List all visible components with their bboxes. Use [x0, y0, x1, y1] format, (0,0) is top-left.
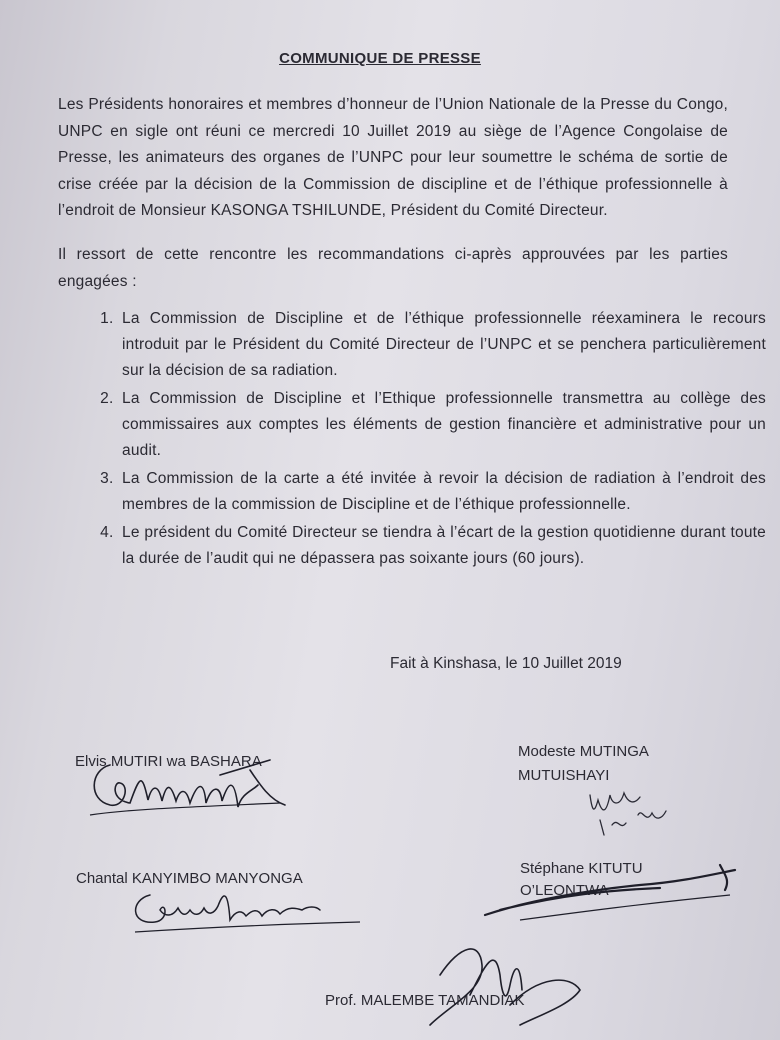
signatory-name-5: Prof. MALEMBE TAMANDIAK	[325, 992, 525, 1009]
place-and-date: Fait à Kinshasa, le 10 Juillet 2019	[390, 655, 622, 672]
signature-4	[480, 860, 750, 930]
signature-1	[70, 745, 300, 825]
recommendations-lead: Il ressort de cette rencontre les recommandations ci-après approuvées par les parties engagées :	[58, 246, 728, 290]
signatory-name-4: Stéphane KITUTU O’LEONTWA	[520, 860, 643, 899]
recommendation-item: 3. La Commission de la carte a été invitée à revoir la décision de radiation à l’endroit des membres de la commission de Discipline et de l’éthique professionnelle.	[118, 466, 766, 518]
signature-3	[120, 880, 370, 940]
signatory-name-2: Modeste MUTINGA MUTUISHAYI	[518, 743, 649, 784]
recommendation-item: 1. La Commission de Discipline et de l’éthique professionnelle réexaminera le recours introduit par le Président du Comité Directeur de l’UNPC et se penchera particulièrement sur la décision de sa radiation.	[118, 306, 766, 384]
signatory-name-3: Chantal KANYIMBO MANYONGA	[76, 870, 303, 887]
recommendation-item: 2. La Commission de Discipline et l’Ethique professionnelle transmettra au collège des commissaires aux comptes les éléments de gestion financière et administrative pour un audit.	[118, 386, 766, 464]
recommendations-list	[78, 306, 766, 574]
recommendation-item: 4. Le président du Comité Directeur se tiendra à l’écart de la gestion quotidienne durant toute la durée de l’audit qui ne dépassera pas soixante jours (60 jours).	[118, 520, 766, 572]
signature-5	[410, 935, 590, 1035]
document-title: COMMUNIQUE DE PRESSE	[279, 50, 481, 67]
intro-paragraph: Les Présidents honoraires et membres d’honneur de l’Union Nationale de la Presse du Congo, UNPC en sigle ont réuni ce mercredi 10 Juillet 2019 au siège de l’Agence Congolaise de Presse, les animateurs des organes de l’UNPC pour leur soumettre le schéma de sortie de crise créée par la décision de la Commission de discipline et de l’éthique professionnelle à l’endroit de Monsieur KASONGA TSHILUNDE, Président du Comité Directeur.	[58, 96, 728, 219]
signature-2	[580, 775, 690, 845]
signatory-name-1: Elvis MUTIRI wa BASHARA	[75, 753, 262, 770]
